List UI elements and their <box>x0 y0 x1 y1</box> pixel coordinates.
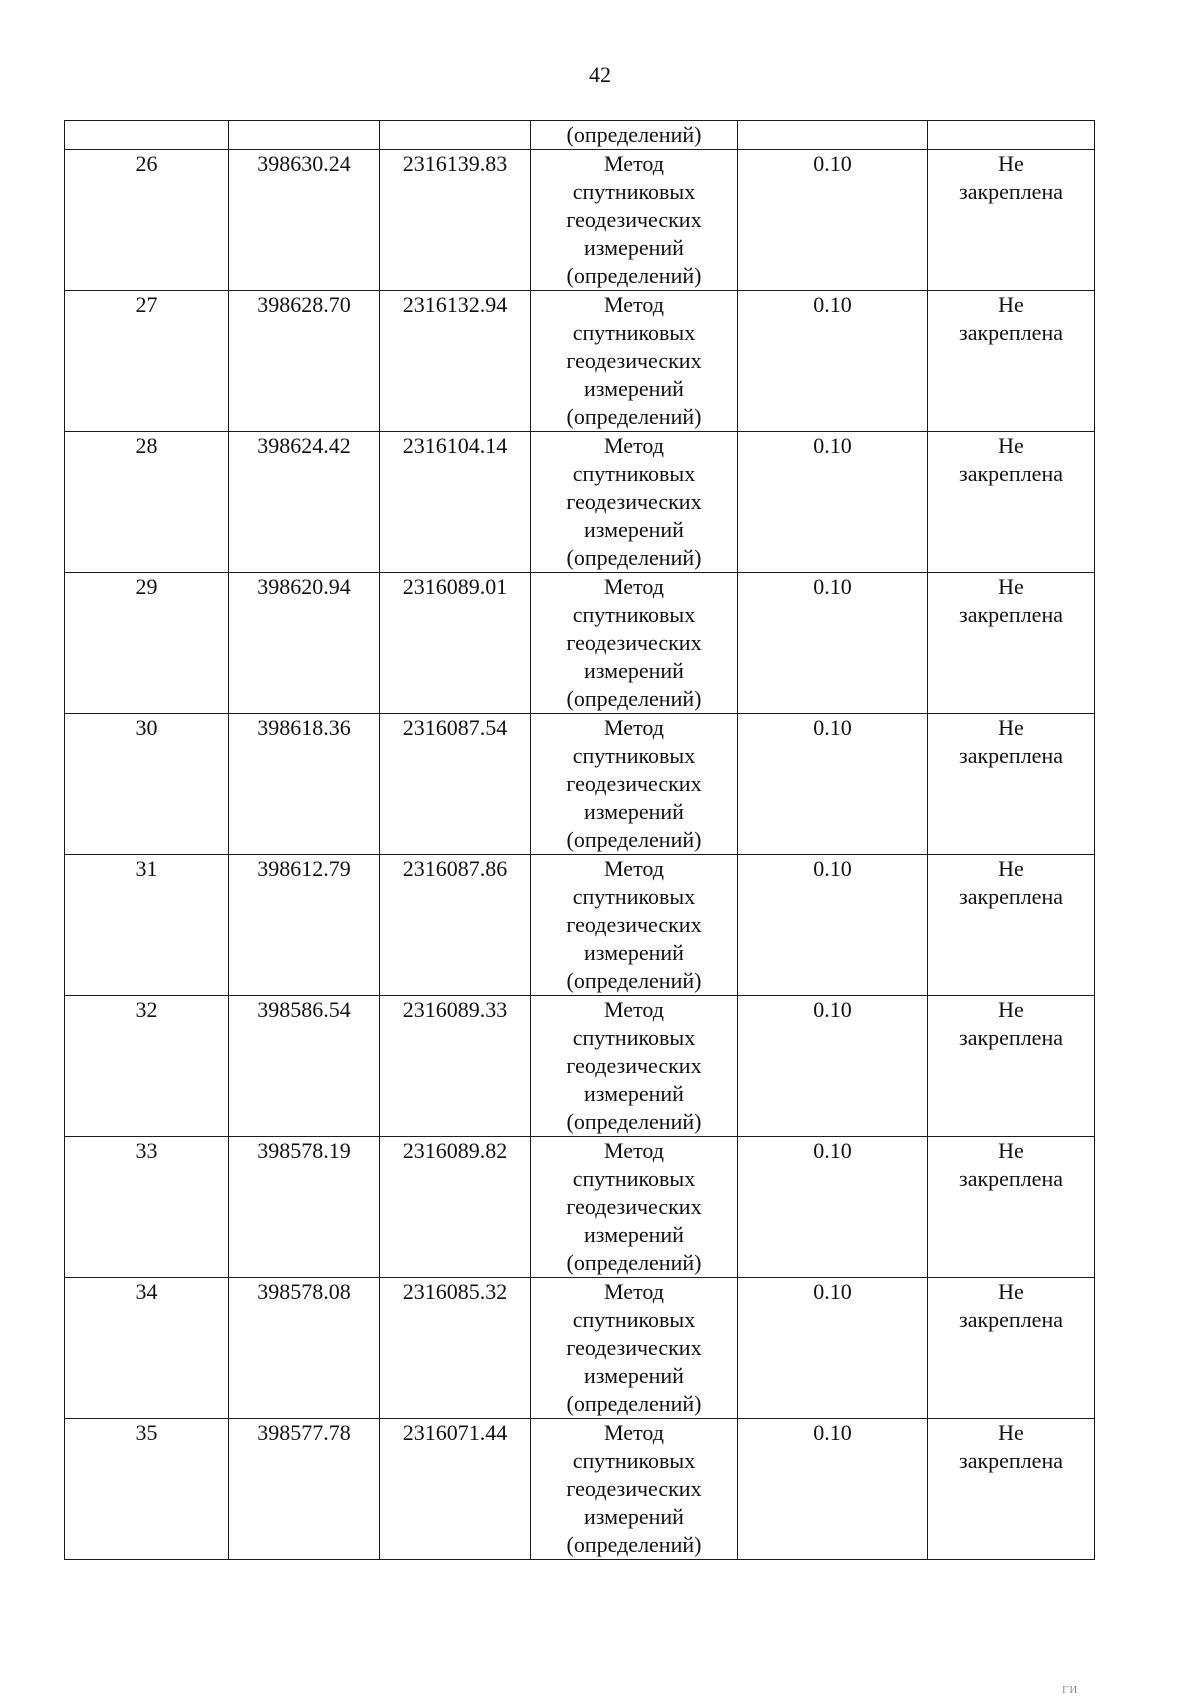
table-row <box>65 291 1095 432</box>
cell-x: 398578.08 <box>229 1278 380 1419</box>
footer-mark: ГИ <box>1062 1684 1079 1696</box>
method-line: (определений) <box>566 1532 702 1557</box>
cell-y: 2316139.83 <box>380 150 531 291</box>
cell-x: 398620.94 <box>229 573 380 714</box>
cell-method <box>531 714 738 855</box>
cell-num: 28 <box>65 432 229 573</box>
cell-accuracy: 0.10 <box>738 432 928 573</box>
mark-line: Не <box>998 856 1024 881</box>
method-line: спутниковых <box>572 320 696 345</box>
cell-num: 32 <box>65 996 229 1137</box>
method-line: геодезических <box>566 912 702 937</box>
cell-accuracy: 0.10 <box>738 150 928 291</box>
coordinates-table <box>64 120 1095 1560</box>
method-line: спутниковых <box>572 1166 696 1191</box>
method-line: спутниковых <box>572 743 696 768</box>
method-line: измерений <box>584 376 684 401</box>
mark-line: Не <box>998 1138 1024 1163</box>
mark-line: закреплена <box>959 1025 1063 1050</box>
cell-x: 398612.79 <box>229 855 380 996</box>
cell-num: 34 <box>65 1278 229 1419</box>
mark-line: закреплена <box>959 1166 1063 1191</box>
method-line: измерений <box>584 1081 684 1106</box>
cell-method <box>531 573 738 714</box>
method-line: Метод <box>604 151 664 176</box>
table-row <box>65 855 1095 996</box>
table-row <box>65 573 1095 714</box>
method-line: (определений) <box>566 1391 702 1416</box>
method-line: (определений) <box>566 545 702 570</box>
method-line: Метод <box>604 997 664 1022</box>
table-row <box>65 1278 1095 1419</box>
method-line: геодезических <box>566 1053 702 1078</box>
cell-num: 26 <box>65 150 229 291</box>
cell-accuracy <box>738 121 928 150</box>
cell-accuracy: 0.10 <box>738 1419 928 1560</box>
cell-num: 31 <box>65 855 229 996</box>
mark-line: Не <box>998 151 1024 176</box>
table-row <box>65 996 1095 1137</box>
cell-accuracy: 0.10 <box>738 855 928 996</box>
cell-mark <box>928 1419 1095 1560</box>
cell-x: 398624.42 <box>229 432 380 573</box>
method-line: геодезических <box>566 630 702 655</box>
method-line: (определений) <box>566 263 702 288</box>
method-line: спутниковых <box>572 1448 696 1473</box>
table-row <box>65 150 1095 291</box>
method-line: геодезических <box>566 771 702 796</box>
cell-mark <box>928 855 1095 996</box>
method-line: измерений <box>584 940 684 965</box>
method-line: спутниковых <box>572 1025 696 1050</box>
cell-accuracy: 0.10 <box>738 1278 928 1419</box>
method-line: спутниковых <box>572 461 696 486</box>
cell-method <box>531 996 738 1137</box>
method-line: геодезических <box>566 1335 702 1360</box>
cell-mark <box>928 432 1095 573</box>
cell-mark <box>928 150 1095 291</box>
method-line: спутниковых <box>572 602 696 627</box>
method-line: Метод <box>604 1138 664 1163</box>
cell-x: 398586.54 <box>229 996 380 1137</box>
cell-method <box>531 1137 738 1278</box>
cell-x: 398618.36 <box>229 714 380 855</box>
cell-x <box>229 121 380 150</box>
mark-line: закреплена <box>959 743 1063 768</box>
cell-y: 2316085.32 <box>380 1278 531 1419</box>
cell-num <box>65 121 229 150</box>
mark-line: Не <box>998 1279 1024 1304</box>
mark-line: Не <box>998 997 1024 1022</box>
cell-x: 398578.19 <box>229 1137 380 1278</box>
cell-mark <box>928 714 1095 855</box>
method-line: геодезических <box>566 207 702 232</box>
cell-y: 2316132.94 <box>380 291 531 432</box>
method-line: измерений <box>584 799 684 824</box>
method-line: (определений) <box>566 1109 702 1134</box>
mark-line: закреплена <box>959 179 1063 204</box>
table-row <box>65 1137 1095 1278</box>
cell-y <box>380 121 531 150</box>
method-line: измерений <box>584 658 684 683</box>
cell-method <box>531 1278 738 1419</box>
method-line: (определений) <box>566 404 702 429</box>
method-line: геодезических <box>566 1194 702 1219</box>
mark-line: Не <box>998 292 1024 317</box>
cell-y: 2316071.44 <box>380 1419 531 1560</box>
method-line: Метод <box>604 1279 664 1304</box>
page-number: 42 <box>589 62 611 87</box>
cell-num: 35 <box>65 1419 229 1560</box>
method-line: спутниковых <box>572 1307 696 1332</box>
mark-line: закреплена <box>959 602 1063 627</box>
cell-num: 27 <box>65 291 229 432</box>
method-line: измерений <box>584 517 684 542</box>
method-line: измерений <box>584 1504 684 1529</box>
cell-method <box>531 150 738 291</box>
cell-method <box>531 855 738 996</box>
method-line: Метод <box>604 715 664 740</box>
method-line: (определений) <box>566 1250 702 1275</box>
method-line: (определений) <box>566 968 702 993</box>
cell-x: 398628.70 <box>229 291 380 432</box>
table-row <box>65 1419 1095 1560</box>
cell-num: 29 <box>65 573 229 714</box>
mark-line: Не <box>998 1420 1024 1445</box>
cell-y: 2316087.54 <box>380 714 531 855</box>
method-line: геодезических <box>566 489 702 514</box>
cell-y: 2316089.82 <box>380 1137 531 1278</box>
cell-y: 2316089.01 <box>380 573 531 714</box>
mark-line: Не <box>998 574 1024 599</box>
cell-y: 2316087.86 <box>380 855 531 996</box>
cell-method <box>531 1419 738 1560</box>
cell-accuracy: 0.10 <box>738 996 928 1137</box>
method-line: геодезических <box>566 348 702 373</box>
cell-y: 2316089.33 <box>380 996 531 1137</box>
method-line: спутниковых <box>572 884 696 909</box>
method-line: Метод <box>604 433 664 458</box>
cell-mark <box>928 1137 1095 1278</box>
method-line: измерений <box>584 1222 684 1247</box>
mark-line: закреплена <box>959 884 1063 909</box>
mark-line: закреплена <box>959 1448 1063 1473</box>
cell-mark <box>928 573 1095 714</box>
cell-mark <box>928 1278 1095 1419</box>
mark-line: Не <box>998 433 1024 458</box>
cell-accuracy: 0.10 <box>738 291 928 432</box>
cell-mark <box>928 121 1095 150</box>
cell-method <box>531 291 738 432</box>
method-line: Метод <box>604 292 664 317</box>
cell-accuracy: 0.10 <box>738 1137 928 1278</box>
method-line: (определений) <box>566 686 702 711</box>
cell-mark <box>928 291 1095 432</box>
mark-line: закреплена <box>959 320 1063 345</box>
method-line: спутниковых <box>572 179 696 204</box>
cell-x: 398630.24 <box>229 150 380 291</box>
method-line: геодезических <box>566 1476 702 1501</box>
cell-mark <box>928 996 1095 1137</box>
cell-num: 33 <box>65 1137 229 1278</box>
cell-accuracy: 0.10 <box>738 573 928 714</box>
cell-y: 2316104.14 <box>380 432 531 573</box>
method-line: измерений <box>584 235 684 260</box>
cell-num: 30 <box>65 714 229 855</box>
cell-method: (определений) <box>531 121 738 150</box>
continuation-row <box>65 121 1095 150</box>
mark-line: Не <box>998 715 1024 740</box>
method-line: Метод <box>604 574 664 599</box>
cell-method <box>531 432 738 573</box>
mark-line: закреплена <box>959 461 1063 486</box>
cell-accuracy: 0.10 <box>738 714 928 855</box>
mark-line: закреплена <box>959 1307 1063 1332</box>
table-row <box>65 714 1095 855</box>
method-line: (определений) <box>566 827 702 852</box>
cell-x: 398577.78 <box>229 1419 380 1560</box>
method-line: Метод <box>604 856 664 881</box>
table-row <box>65 432 1095 573</box>
method-line: Метод <box>604 1420 664 1445</box>
method-line: измерений <box>584 1363 684 1388</box>
table-body <box>65 121 1095 1560</box>
